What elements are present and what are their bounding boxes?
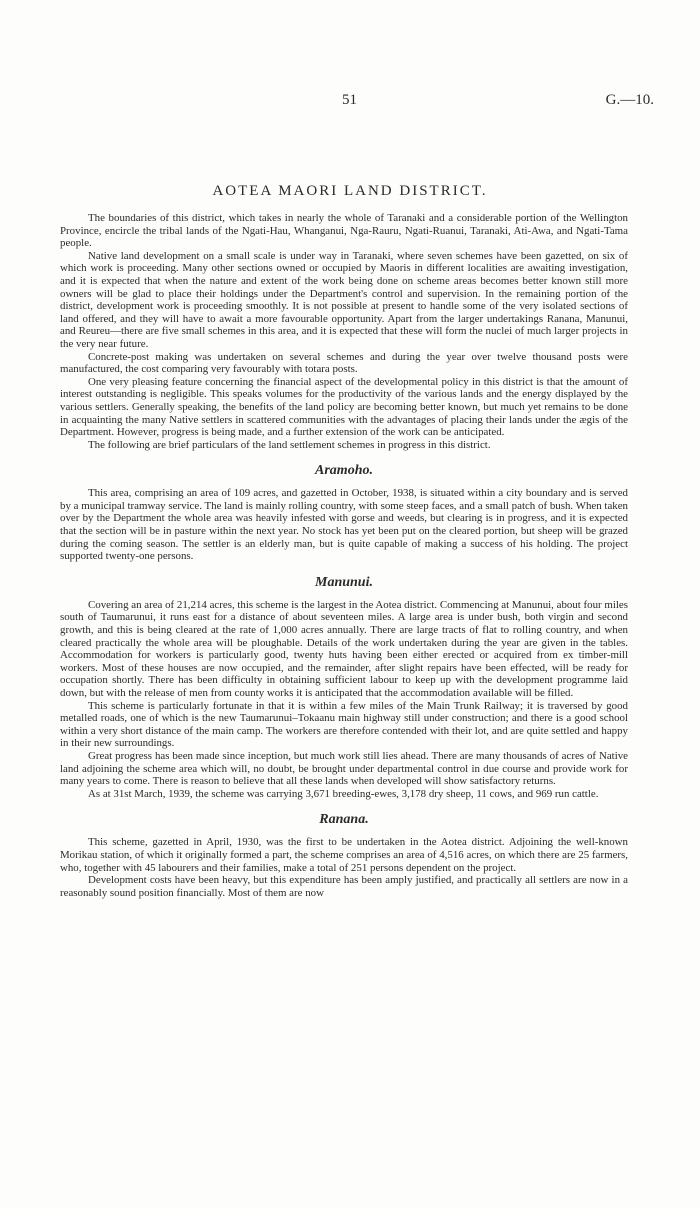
section-heading-manunui: Manunui. (315, 574, 373, 590)
section-heading-aramoho: Aramoho. (315, 463, 373, 479)
intro-paragraph: The following are brief particulars of the land settlement schemes in progress in this district. (88, 438, 491, 451)
section-paragraph: Covering an area of 21,214 acres, this scheme is the largest in the Aotea district. Commencing at Manunui, about four miles south of Taumarunui, it runs east for a distance of about seventeen miles. A large area is under bush, both virgin and second growth, and this is being cleared at the rate of 1,000 acres annually. There are large tracts of flat to rolling country, and when cleared practically the whole area will be ploughable. Details of the work undertaken during the year are given in the tables. Accommodation for workers is particularly good, twenty huts having been either erected or acquired from ex timber-mill workers. Most of these houses are now occupied, and the remainder, after slight repairs have been effected, will be ready for occupation shortly. There has been difficulty in obtaining sufficient labour to keep up with the development programme laid down, but with the release of men from county works it is anticipated that the accommodation available will be filled. (60, 598, 628, 699)
page-number: 51 (342, 92, 357, 108)
section-paragraph: Development costs have been heavy, but this expenditure has been amply justified, and practically all settlers are now in a reasonably sound position financially. Most of them are now (60, 874, 628, 899)
intro-paragraph: The boundaries of this district, which takes in nearly the whole of Taranaki and a considerable portion of the Wellington Province, encircle the tribal lands of the Ngati-Hau, Whanganui, Nga-Rauru, Ngati-Ruanui, Taranaki, Ati-Awa, and Ngati-Tama people. (60, 212, 628, 250)
section-paragraph: This scheme, gazetted in April, 1930, was the first to be undertaken in the Aotea district. Adjoining the well-known Morikau station, of which it originally formed a part, the scheme comprises an area of 4,516 acres, on which there are 25 farmers, who, together with 45 labourers and their families, make a total of 251 persons dependent on the project. (60, 836, 628, 874)
page-header (0, 92, 700, 112)
intro-paragraph: Native land development on a small scale is under way in Taranaki, where seven schemes have been gazetted, on six of which work is proceeding. Many other sections owned or occupied by Maoris in different localities are awaiting investigation, and it is expected that when the nature and extent of the work being done on scheme areas becomes better known still more owners will be glad to place their holdings under the Department's control and supervision. In the remaining portion of the district, development work is proceeding smoothly. It is not possible at present to handle some of the very isolated sections of land offered, and they will have to await a more favourable opportunity. Apart from the larger undertakings Ranana, Manunui, and Reureu—there are five small schemes in this area, and it is expected that these will form the nuclei of much larger projects in the very near future. (60, 249, 628, 350)
intro-paragraph: One very pleasing feature concerning the financial aspect of the developmental policy in this district is that the amount of interest outstanding is negligible. This speaks volumes for the productivity of the various lands and the energy displayed by the various settlers. Generally speaking, the benefits of the land policy are becoming better known, but much yet remains to be done in acquainting the many Native settlers in scattered communities with the advantages of placing their lands under the ægis of the Department. However, progress is being made, and a further extension of the work can be anticipated. (60, 375, 628, 439)
section-paragraph: As at 31st March, 1939, the scheme was carrying 3,671 breeding-ewes, 3,178 dry sheep, 11 cows, and 969 run cattle. (88, 787, 599, 800)
page-title: AOTEA MAORI LAND DISTRICT. (212, 183, 488, 199)
intro-paragraph: Concrete-post making was undertaken on several schemes and during the year over twelve thousand posts were manufactured, the cost comparing very favourably with totara posts. (60, 350, 628, 376)
section-paragraph: Great progress has been made since inception, but much work still lies ahead. There are many thousands of acres of Native land adjoining the scheme area which will, no doubt, be brought under departmental control in due course and provide work for many years to come. There is reason to believe that all these lands when developed will show satisfactory returns. (60, 749, 628, 788)
section-paragraph: This area, comprising an area of 109 acres, and gazetted in October, 1938, is situated within a city boundary and is served by a municipal tramway service. The land is mainly rolling country, with some steep faces, and a small patch of bush. When taken over by the Department the whole area was heavily infested with gorse and weeds, but clearing is in progress, and it is expected that the section will be in pasture within the next year. No stock has yet been put on the cleared portion, but sheep will be grazed during the coming season. The settler is an elderly man, but is quite capable of making a success of his holding. The project supported twenty-one persons. (60, 487, 628, 563)
page-reference: G.—10. (605, 92, 654, 108)
section-heading-ranana: Ranana. (319, 812, 369, 828)
section-paragraph: This scheme is particularly fortunate in that it is within a few miles of the Main Trunk Railway; it is traversed by good metalled roads, one of which is the new Taumarunui–Tokaanu main highway still under construction; and there is a good school within a very short distance of the main camp. The workers are therefore contended with their lot, and are quite settled and happy in their new surroundings. (60, 699, 628, 750)
document-body (60, 212, 628, 899)
